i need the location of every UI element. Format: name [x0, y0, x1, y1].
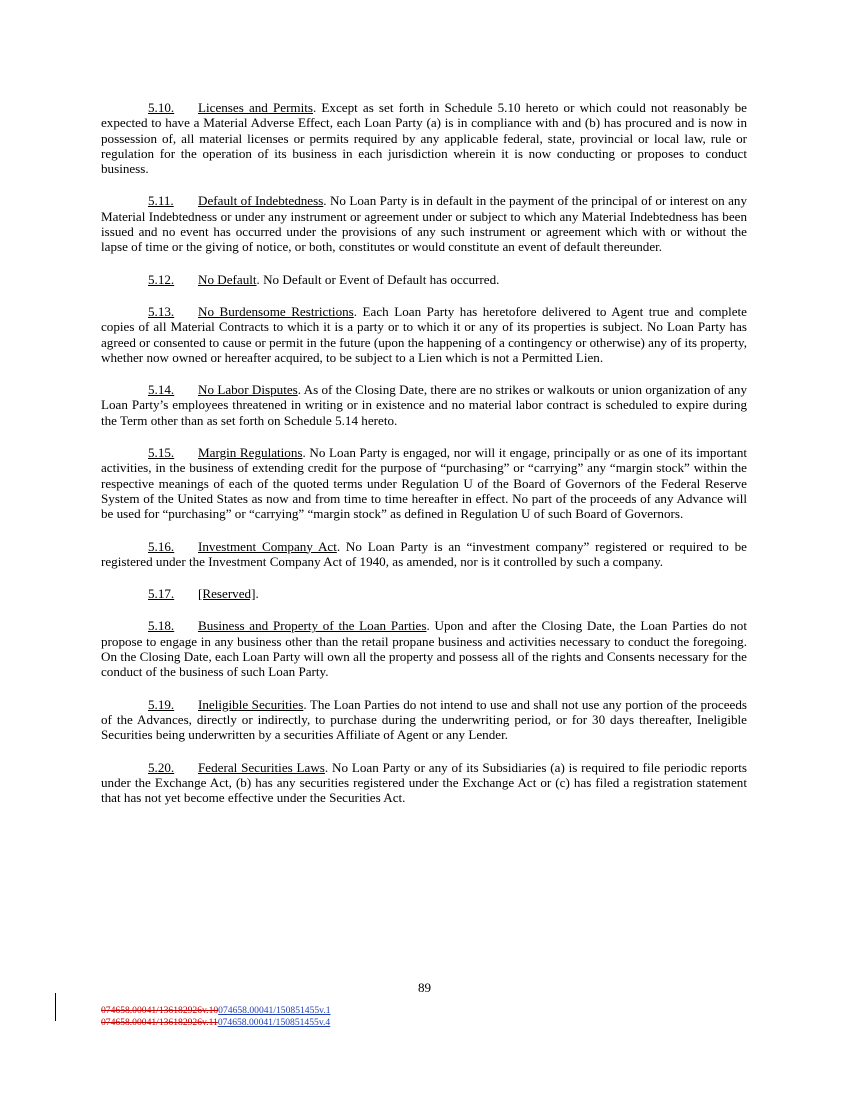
section-number: 5.18. [148, 618, 175, 634]
section-text: . Upon and after the Closing Date, the Loan Parties do not propose to engage in any business other than the retail propane business and activities necessary to conduct the foregoing. On the Closing Date, each Loan Party will own all the property and possess all of the rights and Consents necessary for the conduct of the business of such Loan Party. [101, 618, 747, 680]
section-heading: No Labor Disputes [198, 382, 298, 398]
section-text: . Each Loan Party has heretofore delivered to Agent true and complete copies of all Material Contracts to which it is a party or to which it or any of its properties is subject. No Loan Party has agreed or consented to cause or permit in the future (upon the happening of a contingency or otherwise) any of its property, whether now owned or hereafter acquired, to be subject to a Lien which is not a Permitted Lien. [101, 303, 747, 365]
section-text: . As of the Closing Date, there are no strikes or walkouts or union organization of any Loan Party’s employees threatened in writing or in existence and no material labor contract is scheduled to expire during the Term other than as set forth on Schedule 5.14 hereto. [101, 382, 747, 428]
section-heading: Licenses and Permits [198, 100, 313, 115]
section-number: 5.11. [148, 193, 174, 209]
section-number: 5.12. [148, 271, 175, 287]
section-number: 5.10. [148, 100, 175, 115]
section-5-13 [101, 304, 747, 365]
revision-change-bar [55, 993, 56, 1021]
section-5-12 [101, 272, 747, 287]
section-heading: No Burdensome Restrictions [198, 303, 354, 319]
section-text: . Except as set forth in Schedule 5.10 hereto or which could not reasonably be expected to have a Material Adverse Effect, each Loan Party (a) is in compliance with and (b) has procured and is now in possession of, all material licenses or permits required by any applicable federal, state, provincial or local law, rule or regulation for the operation of its business in each jurisdiction wherein it is now conducting or proposes to conduct business. [101, 100, 747, 177]
inserted-document-id: 074658.00041/150851455v.1 [218, 1005, 331, 1016]
section-heading: Margin Regulations [198, 445, 303, 461]
section-text: . No Loan Party is in default in the payment of the principal of or interest on any Material Indebtedness or under any instrument or agreement under or subject to which any Material Indebtedness has been issued and no event has occurred under the provisions of any such instrument or agreement which with or without the lapse of time or the giving of notice, or both, constitutes or would constitute an event of default thereunder. [101, 193, 747, 255]
section-text: . The Loan Parties do not intend to use and shall not use any portion of the proceeds of the Advances, directly or indirectly, to purchase during the underwriting period, or for 30 days thereafter, Ineligible Securities being underwritten by a securities Affiliate of Agent or any Lender. [101, 696, 747, 743]
deleted-document-id: 074658.00041/136182926v.10 [101, 1005, 219, 1016]
section-text: . [255, 586, 259, 602]
section-text: . No Loan Party is engaged, nor will it engage, principally or as one of its important activities, in the business of extending credit for the purpose of “purchasing” or “carrying” any “margin stock” within the respective meanings of each of the quoted terms under Regulation U of the Board of Governors of the Federal Reserve System of the United States as now and from time to time hereafter in effect. No part of the proceeds of any Advance will be used for “purchasing” or “carrying” “margin stock” as defined in Regulation U of such Board of Governors. [101, 445, 748, 522]
section-5-18 [101, 618, 747, 679]
inserted-document-id: 074658.00041/150851455v.4 [217, 1017, 331, 1028]
section-5-11 [101, 193, 747, 254]
deleted-document-id: 074658.00041/136182926v.11 [101, 1017, 218, 1028]
section-heading: Federal Securities Laws [198, 759, 325, 775]
page-number: 89 [417, 980, 432, 995]
section-number: 5.13. [148, 303, 175, 319]
section-5-20 [101, 760, 747, 806]
section-number: 5.15. [148, 445, 175, 461]
section-5-15 [101, 445, 747, 521]
section-heading: No Default [198, 271, 257, 287]
section-heading: Investment Company Act [198, 538, 337, 554]
section-number: 5.17. [148, 586, 175, 602]
section-5-16 [101, 539, 747, 570]
section-5-17 [101, 586, 747, 601]
section-text: . No Default or Event of Default has occurred. [256, 271, 500, 287]
document-id-line [101, 1005, 331, 1016]
document-id-line [101, 1017, 330, 1028]
section-number: 5.19. [148, 696, 175, 712]
section-number: 5.14. [148, 382, 175, 398]
section-heading: Default of Indebtedness [198, 193, 324, 209]
section-text: . No Loan Party is an “investment company” registered or required to be registered under the Investment Company Act of 1940, as amended, nor is it controlled by such a company. [101, 538, 747, 569]
section-text: . No Loan Party or any of its Subsidiaries (a) is required to file periodic reports under the Exchange Act, (b) has any securities registered under the Exchange Act or (c) has filed a registration statement that has not yet become effective under the Securities Act. [101, 759, 747, 806]
section-heading: [Reserved] [198, 586, 256, 602]
section-heading: Business and Property of the Loan Parties [198, 618, 427, 634]
section-5-19 [101, 697, 747, 743]
section-number: 5.20. [148, 759, 175, 775]
section-5-10 [101, 100, 747, 176]
document-body [101, 100, 747, 822]
section-number: 5.16. [148, 538, 175, 554]
section-5-14 [101, 382, 747, 428]
section-heading: Ineligible Securities [198, 696, 304, 712]
